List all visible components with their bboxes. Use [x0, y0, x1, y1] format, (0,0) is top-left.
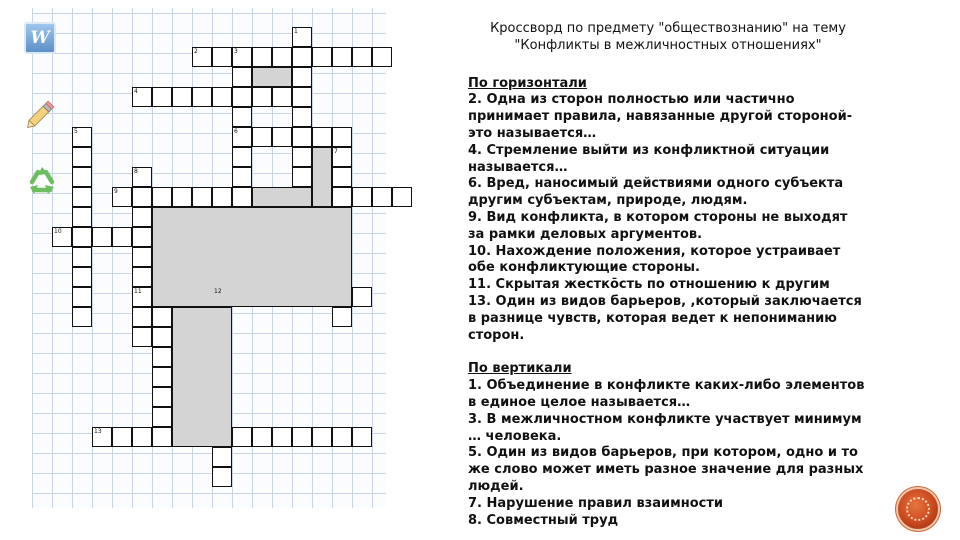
- crossword-cell[interactable]: [292, 67, 312, 87]
- crossword-cell[interactable]: [212, 467, 232, 487]
- vertical-clue: 8. Совместный труд: [468, 512, 619, 528]
- crossword-cell[interactable]: [252, 127, 272, 147]
- shaded-block: [312, 147, 332, 207]
- clue-number: 13: [94, 428, 102, 435]
- crossword-cell[interactable]: [132, 187, 152, 207]
- crossword-cell[interactable]: [252, 47, 272, 67]
- crossword-cell[interactable]: [292, 127, 312, 147]
- crossword-cell[interactable]: [72, 167, 92, 187]
- horizontal-clues: [468, 92, 868, 344]
- crossword-cell[interactable]: [272, 87, 292, 107]
- crossword-cell[interactable]: [232, 187, 252, 207]
- crossword-cell[interactable]: [152, 367, 172, 387]
- horizontal-clue: 6. Вред, наносимый действиями одного субъекта другим субъектам, природе, людям.: [468, 176, 844, 209]
- crossword-cell[interactable]: [172, 87, 192, 107]
- shaded-block: [152, 207, 352, 307]
- crossword-cell[interactable]: [132, 327, 152, 347]
- crossword-cell[interactable]: [392, 187, 412, 207]
- vertical-clue: 5. Один из видов барьеров, при котором, одно и то же слово может иметь разное значение для разных людей.: [468, 445, 864, 494]
- crossword-cell[interactable]: [292, 427, 312, 447]
- crossword-cell[interactable]: [152, 327, 172, 347]
- crossword-cell[interactable]: [352, 287, 372, 307]
- crossword-cell[interactable]: [232, 87, 252, 107]
- recycle-icon: [24, 163, 60, 199]
- crossword-cell[interactable]: [132, 427, 152, 447]
- crossword-cell[interactable]: [232, 147, 252, 167]
- crossword-cell[interactable]: [312, 427, 332, 447]
- clue-number: 9: [114, 188, 118, 195]
- crossword-cell[interactable]: [272, 47, 292, 67]
- crossword-cell[interactable]: [152, 347, 172, 367]
- clue-number: 7: [334, 148, 338, 155]
- crossword-cell[interactable]: [132, 267, 152, 287]
- clues-panel: [468, 21, 868, 529]
- crossword-cell[interactable]: [272, 127, 292, 147]
- vertical-heading: По вертикали: [468, 361, 572, 377]
- crossword-cell[interactable]: [212, 187, 232, 207]
- crossword-cell[interactable]: [152, 387, 172, 407]
- crossword-cell[interactable]: [72, 287, 92, 307]
- crossword-cell[interactable]: [72, 207, 92, 227]
- ornament-icon: [906, 497, 930, 521]
- crossword-cell[interactable]: [132, 247, 152, 267]
- crossword-cell[interactable]: [332, 167, 352, 187]
- clue-number: 12: [214, 288, 222, 295]
- crossword-cell[interactable]: [332, 47, 352, 67]
- horizontal-clue: 4. Стремление выйти из конфликтной ситуации называется…: [468, 142, 830, 175]
- clue-number: 4: [134, 88, 138, 95]
- crossword-cell[interactable]: [292, 147, 312, 167]
- vertical-clue: 3. В межличностном конфликте участвует минимум … человека.: [468, 411, 862, 444]
- crossword-cell[interactable]: [332, 427, 352, 447]
- crossword-cell[interactable]: [352, 187, 372, 207]
- crossword-cell[interactable]: [292, 87, 312, 107]
- crossword-cell[interactable]: [92, 227, 112, 247]
- crossword-cell[interactable]: [152, 407, 172, 427]
- crossword-cell[interactable]: [172, 187, 192, 207]
- crossword-cell[interactable]: [72, 307, 92, 327]
- vertical-clue: 1. Объединение в конфликте каких-либо элементов в единое целое называется…: [468, 378, 865, 410]
- clue-number: 10: [54, 228, 62, 235]
- crossword-cell[interactable]: [212, 47, 232, 67]
- crossword-cell[interactable]: [332, 307, 352, 327]
- crossword-cell[interactable]: [152, 187, 172, 207]
- crossword-cell[interactable]: [292, 107, 312, 127]
- crossword-cell[interactable]: [372, 47, 392, 67]
- crossword-cell[interactable]: [352, 47, 372, 67]
- crossword-cell[interactable]: [372, 187, 392, 207]
- crossword-cell[interactable]: [292, 167, 312, 187]
- crossword-cell[interactable]: [192, 187, 212, 207]
- crossword-cell[interactable]: [72, 267, 92, 287]
- crossword-cell[interactable]: [72, 247, 92, 267]
- horizontal-clue: 2. Одна из сторон полностью или частично принимает правила, навязанные другой стороной- это называется…: [468, 92, 853, 141]
- crossword-cell[interactable]: [152, 427, 172, 447]
- crossword-cell[interactable]: [252, 427, 272, 447]
- horizontal-clue: 13. Один из видов барьеров, ,который заключается в разнице чувств, которая ведет к непониманию сторон.: [468, 293, 862, 343]
- clue-number: 3: [234, 48, 238, 55]
- next-slide-button[interactable]: [898, 489, 938, 529]
- clue-number: 6: [234, 128, 238, 135]
- crossword-cell[interactable]: [332, 127, 352, 147]
- vertical-clue: 7. Нарушение правил взаимности: [468, 495, 723, 511]
- pencil-icon: [24, 97, 58, 131]
- crossword-cell[interactable]: [312, 47, 332, 67]
- word-document-icon: [24, 22, 56, 54]
- clue-number: 2: [194, 48, 198, 55]
- shaded-block: [252, 67, 292, 87]
- crossword-cell[interactable]: [312, 127, 332, 147]
- word-letter: W: [30, 28, 50, 48]
- vertical-clues: [468, 378, 868, 529]
- crossword-cell[interactable]: [132, 227, 152, 247]
- crossword-cell[interactable]: [152, 307, 172, 327]
- clue-number: 11: [134, 288, 142, 295]
- horizontal-heading: По горизонтали: [468, 75, 587, 91]
- crossword-cell[interactable]: [332, 187, 352, 207]
- crossword-cell[interactable]: [112, 427, 132, 447]
- crossword-cell[interactable]: [232, 107, 252, 127]
- crossword-cell[interactable]: [132, 307, 152, 327]
- crossword-cell[interactable]: [72, 147, 92, 167]
- crossword-cell[interactable]: [232, 427, 252, 447]
- crossword-cell[interactable]: [112, 227, 132, 247]
- crossword-cell[interactable]: [72, 187, 92, 207]
- clue-number: 1: [294, 28, 298, 35]
- crossword-cell[interactable]: [192, 87, 212, 107]
- crossword-cell[interactable]: [72, 227, 92, 247]
- horizontal-clue: 9. Вид конфликта, в котором стороны не выходят за рамки деловых аргументов.: [468, 209, 848, 242]
- crossword-cell[interactable]: [152, 87, 172, 107]
- crossword-cell[interactable]: [132, 207, 152, 227]
- crossword-cell[interactable]: [352, 427, 372, 447]
- crossword-cell[interactable]: [272, 427, 292, 447]
- crossword-cell[interactable]: [232, 167, 252, 187]
- clue-number: 5: [74, 128, 78, 135]
- shaded-block: [252, 187, 312, 207]
- crossword-cell[interactable]: [252, 87, 272, 107]
- page-title: Кроссворд по предмету "обществознанию" на тему "Конфликты в межличностных отношениях": [490, 21, 846, 53]
- crossword-cell[interactable]: [212, 447, 232, 467]
- horizontal-clue: 11. Скрытая жестко̄сть по отношению к другим: [468, 277, 830, 293]
- shaded-block: [172, 307, 232, 447]
- crossword-cell[interactable]: [292, 47, 312, 67]
- horizontal-clue: 10. Нахождение положения, которое устраивает обе конфликтующие стороны.: [468, 243, 841, 276]
- clue-number: 8: [134, 168, 138, 175]
- crossword-cell[interactable]: [212, 87, 232, 107]
- crossword-cell[interactable]: [232, 67, 252, 87]
